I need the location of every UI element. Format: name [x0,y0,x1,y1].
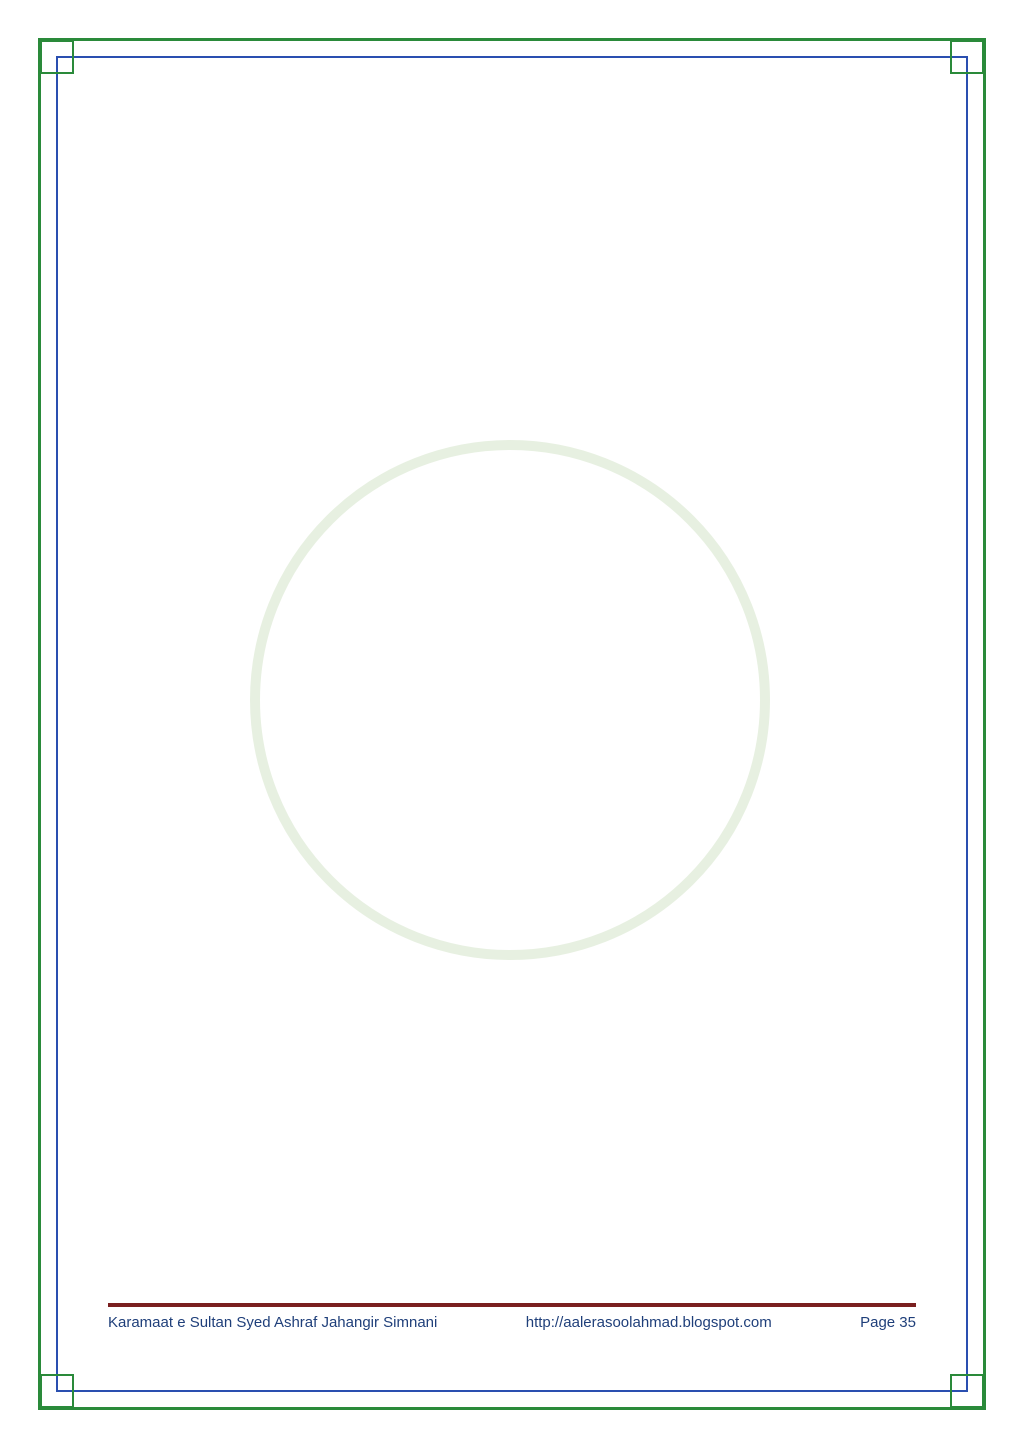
footer [108,1314,916,1331]
urdu-text-line [108,306,916,360]
urdu-text-line [108,630,916,684]
footer-book-title: Karamaat e Sultan Syed Ashraf Jahangir Simnani [108,1314,438,1331]
urdu-text-line [108,1062,916,1116]
urdu-text-line [108,468,916,522]
urdu-text-line [108,1224,916,1278]
urdu-text-line [108,846,916,900]
footer-url[interactable]: http://aalerasoolahmad.blogspot.com [525,1314,772,1331]
urdu-text-line [108,198,916,252]
urdu-text-line [108,684,916,738]
urdu-text-line [108,1116,916,1170]
urdu-text-line [108,900,916,954]
urdu-body-text [108,90,916,1332]
corner-ornament [40,40,74,74]
urdu-text-line [108,90,916,144]
urdu-text-line [108,1170,916,1224]
urdu-text-line [108,414,916,468]
urdu-text-line [108,576,916,630]
urdu-text-line [108,360,916,414]
urdu-text-line [108,144,916,198]
footer-rule [108,1303,916,1307]
corner-ornament [950,1374,984,1408]
corner-ornament [40,1374,74,1408]
urdu-text-line [108,1008,916,1062]
footer-page-number: Page 35 [860,1314,916,1331]
urdu-text-line [108,522,916,576]
urdu-text-line [108,954,916,1008]
urdu-text-line [108,738,916,792]
urdu-text-line [108,792,916,846]
corner-ornament [950,40,984,74]
urdu-text-line [108,252,916,306]
